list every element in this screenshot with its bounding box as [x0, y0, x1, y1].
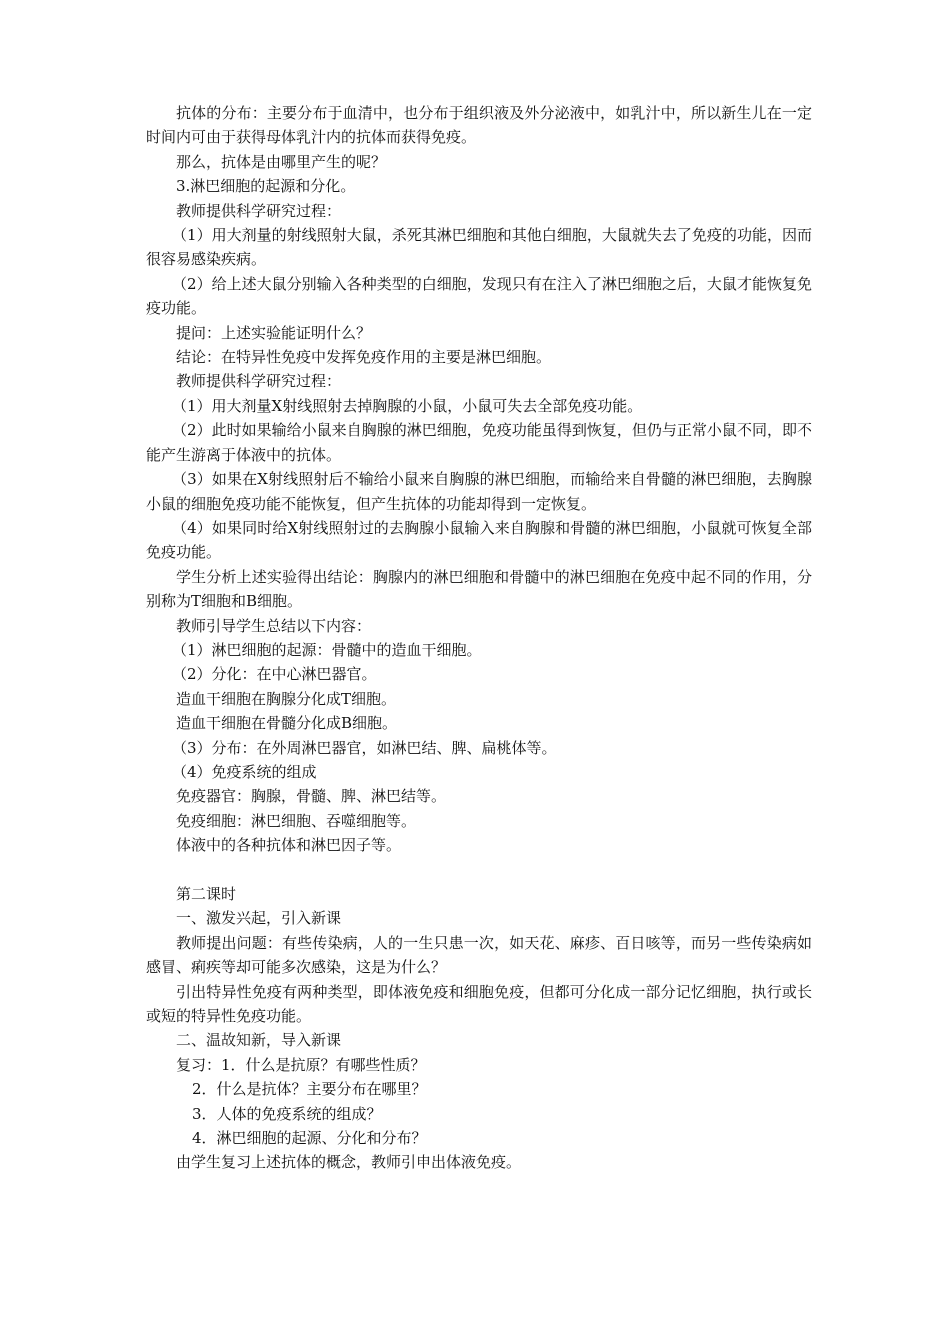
list-item-summary-2: （2）分化：在中心淋巴器官。 [172, 665, 377, 684]
section-heading-second-lesson: 第二课时 [176, 884, 237, 903]
list-item-summary-1: （1）淋巴细胞的起源：骨髓中的造血干细胞。 [172, 640, 482, 659]
paragraph-antibody-distribution: 抗体的分布：主要分布于血清中，也分布于组织液及外分泌液中，如乳汁中，所以新生儿在一定时间内可由于获得母体乳汁内的抗体而获得免疫。 [146, 104, 812, 147]
paragraph-b-cell: 造血干细胞在骨髓分化成B细胞。 [176, 714, 398, 733]
paragraph-t-cell: 造血干细胞在胸腺分化成T细胞。 [176, 689, 397, 708]
paragraph-student-analysis: 学生分析上述实验得出结论：胸腺内的淋巴细胞和骨髓中的淋巴细胞在免疫中起不同的作用，分别称为T细胞和B细胞。 [146, 567, 812, 611]
paragraph-question: 提问：上述实验能证明什么？ [176, 323, 372, 342]
section-heading-lymphocyte: 3.淋巴细胞的起源和分化。 [176, 177, 356, 196]
paragraph-teacher-question: 教师提出问题：有些传染病，人的一生只患一次，如天花、麻疹、百日咳等，而另一些传染病如感冒、痢疾等却可能多次感染，这是为什么？ [146, 933, 812, 977]
paragraph-humoral-immunity: 由学生复习上述抗体的概念，教师引申出体液免疫。 [176, 1153, 522, 1172]
list-item-exp1-1: （1）用大剂量的射线照射大鼠，杀死其淋巴细胞和其他白细胞，大鼠就失去了免疫的功能，因而很容易感染疾病。 [146, 226, 812, 269]
list-item-exp2-3: （3）如果在X射线照射后不输给小鼠来自胸腺的淋巴细胞，而输给来自骨髓的淋巴细胞，去胸腺小鼠的细胞免疫功能不能恢复，但产生抗体的功能却得到一定恢复。 [146, 470, 812, 513]
list-item-summary-4: （4）免疫系统的组成 [172, 762, 317, 781]
paragraph-teacher-summary: 教师引导学生总结以下内容： [176, 616, 372, 635]
paragraph-conclusion: 结论：在特异性免疫中发挥免疫作用的主要是淋巴细胞。 [176, 348, 552, 367]
paragraph-immune-cells: 免疫细胞：淋巴细胞、吞噬细胞等。 [176, 811, 417, 830]
review-item-3: 3．人体的免疫系统的组成？ [192, 1104, 382, 1123]
review-item-4: 4．淋巴细胞的起源、分化和分布？ [192, 1129, 427, 1148]
section-heading-part-1: 一、激发兴起，引入新课 [176, 909, 342, 928]
review-item-2: 2．什么是抗体？主要分布在哪里？ [192, 1080, 427, 1099]
paragraph-research-intro-2: 教师提供科学研究过程： [176, 372, 342, 391]
list-item-exp1-2: （2）给上述大鼠分别输入各种类型的白细胞，发现只有在注入了淋巴细胞之后，大鼠才能恢复免疫功能。 [146, 274, 812, 318]
paragraph-research-intro-1: 教师提供科学研究过程： [176, 201, 342, 220]
list-item-exp2-1: （1）用大剂量X射线照射去掉胸腺的小鼠，小鼠可失去全部免疫功能。 [172, 396, 643, 415]
list-item-exp2-4: （4）如果同时给X射线照射过的去胸腺小鼠输入来自胸腺和骨髓的淋巴细胞，小鼠就可恢复全部免疫功能。 [146, 518, 812, 562]
paragraph-two-types: 引出特异性免疫有两种类型，即体液免疫和细胞免疫，但都可分化成一部分记忆细胞，执行或长或短的特异性免疫功能。 [146, 982, 812, 1026]
paragraph-question-origin: 那么，抗体是由哪里产生的呢？ [176, 152, 387, 171]
blank-line [146, 858, 812, 882]
document-body [146, 101, 812, 1175]
paragraph-immune-organs: 免疫器官：胸腺，骨髓、脾、淋巴结等。 [176, 787, 447, 806]
list-item-exp2-2: （2）此时如果输给小鼠来自胸腺的淋巴细胞，免疫功能虽得到恢复，但仍与正常小鼠不同，即不能产生游离于体液中的抗体。 [146, 421, 812, 464]
section-heading-part-2: 二、温故知新，导入新课 [176, 1031, 342, 1050]
list-item-summary-3: （3）分布：在外周淋巴器官，如淋巴结、脾、扁桃体等。 [172, 738, 557, 757]
paragraph-antibodies-lymphokines: 体液中的各种抗体和淋巴因子等。 [176, 836, 402, 855]
review-item-1: 复习：1．什么是抗原？有哪些性质？ [176, 1055, 426, 1074]
